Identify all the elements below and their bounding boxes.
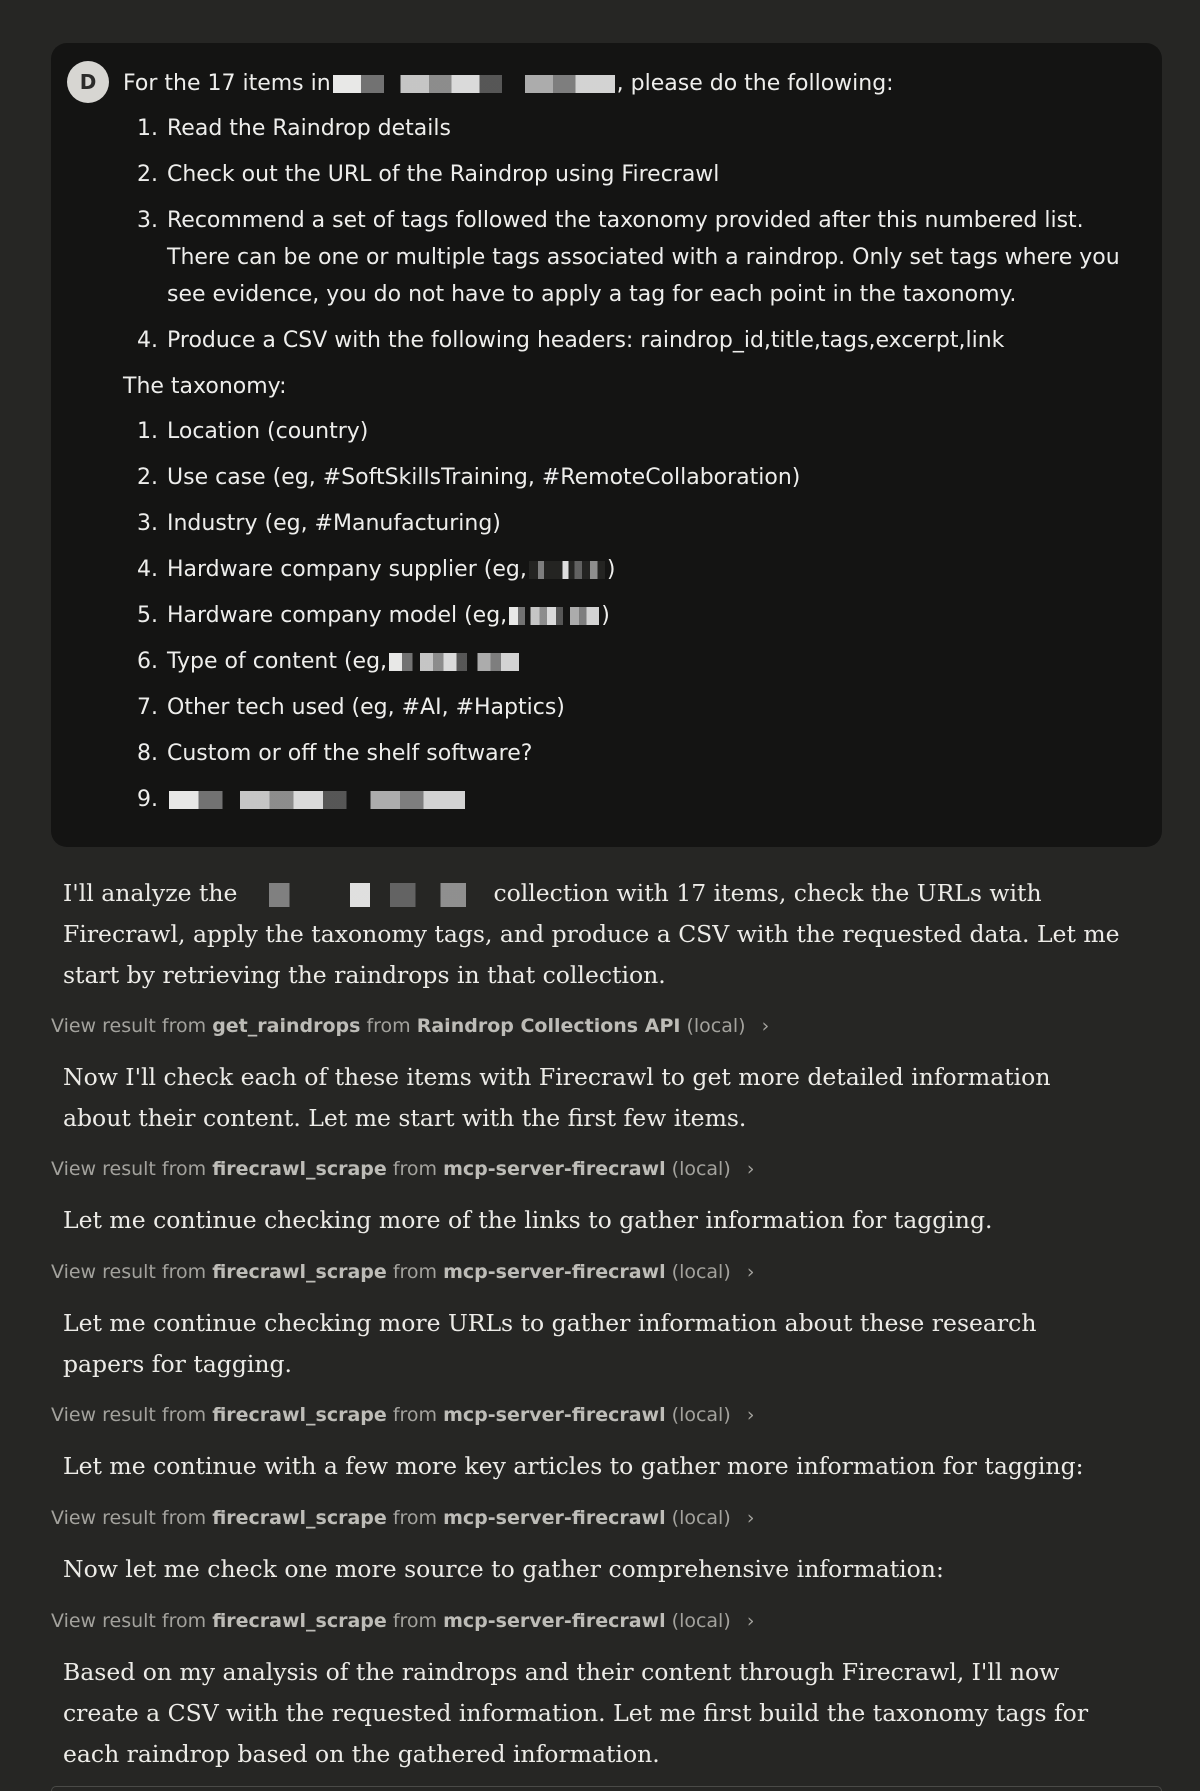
tool-server: mcp-server-firecrawl <box>443 1610 666 1632</box>
tool-result-link[interactable] <box>51 1402 754 1428</box>
tool-lead: View result from <box>51 1610 207 1632</box>
taxonomy-item <box>165 597 1133 634</box>
assistant-message: Let me continue checking more URLs to gather information about these research papers for tagging. <box>63 1309 1037 1378</box>
redacted-collection-name <box>333 75 615 93</box>
taxonomy-item-text: Hardware company supplier (eg, <box>167 557 527 582</box>
redacted-example <box>509 607 599 625</box>
taxonomy-item-text: Type of content (eg, <box>167 649 388 674</box>
user-avatar: D <box>67 61 109 103</box>
intro-suffix: , please do the following: <box>616 71 894 96</box>
assistant-message <box>63 873 1123 996</box>
assistant-text: collection with 17 items, check the URLs with Firecrawl, apply the taxonomy tags, and produce a CSV with the requested data. Let me start by retrieving the raindrops in that collection. <box>63 879 1120 989</box>
tool-mid: from <box>392 1507 438 1529</box>
tool-lead: View result from <box>51 1507 207 1529</box>
tool-server: mcp-server-firecrawl <box>443 1507 666 1529</box>
taxonomy-item <box>165 413 1133 450</box>
taxonomy-closer: ) <box>606 557 616 582</box>
tool-tail: (local) <box>671 1507 731 1529</box>
assistant-message: Based on my analysis of the raindrops and their content through Firecrawl, I'll now create a CSV with the requested information. Let me first build the taxonomy tags for each raindrop based on the gathered information. <box>63 1658 1089 1768</box>
tool-result-link[interactable] <box>51 1156 754 1182</box>
taxonomy-item-text: Location (country) <box>167 419 369 444</box>
instruction-item: 1. Read the Raindrop details <box>165 110 1133 147</box>
redacted-example <box>169 791 465 809</box>
tool-tail: (local) <box>686 1015 746 1037</box>
tool-tail: (local) <box>671 1404 731 1426</box>
assistant-message: Let me continue checking more of the links to gather information for tagging. <box>63 1206 993 1234</box>
tool-lead: View result from <box>51 1404 207 1426</box>
tool-mid: from <box>392 1404 438 1426</box>
taxonomy-item <box>165 459 1133 496</box>
chevron-right-icon: › <box>761 1015 770 1037</box>
tool-lead: View result from <box>51 1261 207 1283</box>
tool-name: firecrawl_scrape <box>212 1610 387 1632</box>
taxonomy-item-text: Other tech used (eg, #AI, #Haptics) <box>167 695 565 720</box>
instruction-item: 4. Produce a CSV with the following headers: raindrop_id,title,tags,excerpt,link <box>165 322 1133 359</box>
taxonomy-heading: The taxonomy: <box>123 374 287 399</box>
taxonomy-item <box>165 689 1133 726</box>
user-intro <box>123 65 1133 102</box>
assistant-text: I'll analyze the <box>63 879 238 907</box>
tool-name: firecrawl_scrape <box>212 1507 387 1529</box>
taxonomy-item-text: Use case (eg, #SoftSkillsTraining, #RemoteCollaboration) <box>167 465 801 490</box>
tool-result-link[interactable] <box>51 1505 754 1531</box>
tool-server: mcp-server-firecrawl <box>443 1261 666 1283</box>
tool-mid: from <box>366 1015 411 1037</box>
tool-tail: (local) <box>671 1158 731 1180</box>
tool-server: mcp-server-firecrawl <box>443 1404 666 1426</box>
tool-mid: from <box>392 1610 438 1632</box>
user-message <box>51 43 1162 847</box>
assistant-message: Let me continue with a few more key articles to gather more information for tagging: <box>63 1452 1084 1480</box>
tool-tail: (local) <box>671 1261 731 1283</box>
taxonomy-item <box>165 735 1133 772</box>
taxonomy-closer: ) <box>601 603 610 628</box>
assistant-message: Now I'll check each of these items with Firecrawl to get more detailed information about their content. Let me start with the first few items. <box>63 1063 1051 1132</box>
instruction-item: 2. Check out the URL of the Raindrop using Firecrawl <box>165 156 1133 193</box>
redacted-example <box>529 561 605 579</box>
chevron-right-icon: › <box>746 1261 755 1283</box>
instruction-item: 3. Recommend a set of tags followed the taxonomy provided after this numbered list. There can be one or multiple tags associated with a raindrop. Only set tags where you see evidence, you do not have to apply a tag for each point in the taxonomy. <box>165 202 1133 313</box>
taxonomy-item <box>165 551 1133 588</box>
next-block-edge <box>51 1786 1162 1791</box>
tool-tail: (local) <box>671 1610 731 1632</box>
taxonomy-item-text: Hardware company model (eg, <box>167 603 508 628</box>
chevron-right-icon: › <box>746 1404 755 1426</box>
intro-prefix: For the 17 items in <box>123 71 331 96</box>
tool-server: Raindrop Collections API <box>416 1015 681 1037</box>
instruction-list <box>123 110 1133 359</box>
tool-mid: from <box>392 1158 438 1180</box>
tool-name: get_raindrops <box>212 1015 361 1037</box>
taxonomy-item <box>165 781 1133 818</box>
tool-result-link[interactable] <box>51 1608 754 1634</box>
redacted-example <box>389 653 519 671</box>
tool-lead: View result from <box>51 1015 207 1037</box>
tool-lead: View result from <box>51 1158 207 1180</box>
taxonomy-item-text: Industry (eg, #Manufacturing) <box>167 511 501 536</box>
tool-result-link[interactable] <box>51 1013 769 1039</box>
user-message-text <box>123 65 1133 827</box>
chevron-right-icon: › <box>746 1158 755 1180</box>
tool-result-link[interactable] <box>51 1259 754 1285</box>
tool-name: firecrawl_scrape <box>212 1261 387 1283</box>
taxonomy-item-text: Custom or off the shelf software? <box>167 741 533 766</box>
assistant-message: Now let me check one more source to gather comprehensive information: <box>63 1555 944 1583</box>
tool-name: firecrawl_scrape <box>212 1404 387 1426</box>
redacted-collection-name <box>239 883 491 907</box>
taxonomy-item <box>165 505 1133 542</box>
tool-mid: from <box>392 1261 438 1283</box>
tool-server: mcp-server-firecrawl <box>443 1158 666 1180</box>
taxonomy-item <box>165 643 1133 680</box>
chevron-right-icon: › <box>746 1610 755 1632</box>
chevron-right-icon: › <box>746 1507 755 1529</box>
taxonomy-list <box>123 413 1133 818</box>
tool-name: firecrawl_scrape <box>212 1158 387 1180</box>
